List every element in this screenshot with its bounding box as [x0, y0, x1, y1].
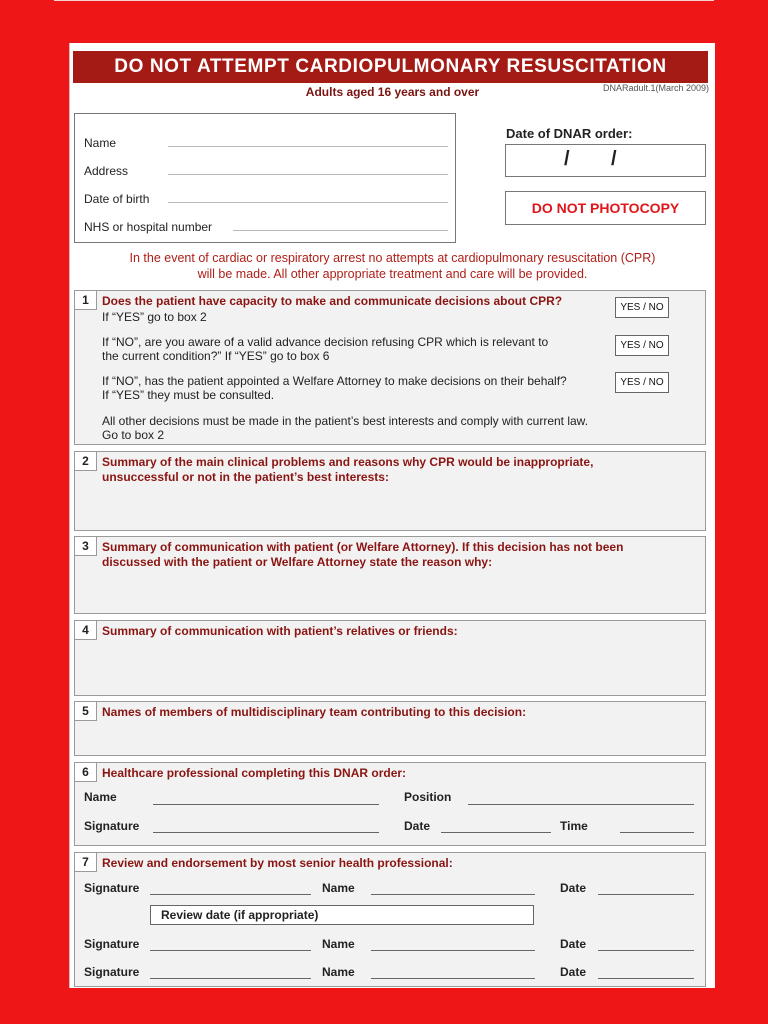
date-separator: /	[611, 148, 617, 170]
section-number: 7	[75, 853, 97, 872]
section-7-review-endorsement	[74, 852, 706, 987]
patient-details-box	[74, 113, 456, 243]
welfare-attorney-question: If “NO”, has the patient appointed a Welfare Attorney to make decisions on their behalf?	[102, 374, 567, 388]
section-number: 3	[75, 537, 97, 556]
name-label: Name	[322, 965, 355, 979]
section-number: 1	[75, 291, 97, 310]
professional-time-field[interactable]	[620, 832, 694, 833]
section-6-heading: Healthcare professional completing this DNAR order:	[102, 766, 407, 780]
professional-date-field[interactable]	[441, 832, 551, 833]
heading-line: Summary of the main clinical problems and reasons why CPR would be inappropriate,	[102, 455, 594, 469]
endorser-date-field[interactable]	[598, 978, 694, 979]
form-title: DO NOT ATTEMPT CARDIOPULMONARY RESUSCITATION	[73, 51, 708, 83]
signature-label: Signature	[84, 937, 140, 951]
heading-line: unsuccessful or not in the patient’s best interests:	[102, 470, 389, 484]
intro-line: will be made. All other appropriate treatment and care will be provided.	[197, 267, 588, 281]
professional-position-field[interactable]	[468, 804, 694, 805]
heading-line: Summary of communication with patient (or Welfare Attorney). If this decision has not been	[102, 540, 624, 554]
name-label: Name	[322, 881, 355, 895]
patient-name-field[interactable]	[168, 146, 448, 147]
patient-address-label: Address	[84, 164, 129, 178]
endorser-date-field[interactable]	[598, 894, 694, 895]
section-5-team-members[interactable]	[74, 701, 706, 756]
section-3-heading	[102, 540, 623, 570]
advance-decision-question: the current condition?” If “YES” go to box 6	[102, 349, 330, 363]
patient-dob-label: Date of birth	[84, 192, 150, 206]
dnar-form-sheet	[69, 43, 715, 988]
form-subtitle: Adults aged 16 years and over	[305, 85, 480, 99]
best-interests-note: Go to box 2	[102, 428, 165, 442]
advance-decision-yes-no-box[interactable]: YES / NO	[615, 335, 669, 356]
date-label: Date	[560, 965, 587, 979]
endorser-signature-field[interactable]	[150, 894, 311, 895]
section-2-heading	[102, 455, 593, 485]
date-label: Date	[404, 819, 431, 833]
patient-address-field[interactable]	[168, 174, 448, 175]
name-label: Name	[84, 790, 117, 804]
position-label: Position	[404, 790, 452, 804]
welfare-attorney-question: If “YES” they must be consulted.	[102, 388, 275, 402]
section-1-capacity	[74, 290, 706, 445]
section-1-question: Does the patient have capacity to make and communicate decisions about CPR?	[102, 294, 563, 308]
signature-label: Signature	[84, 965, 140, 979]
endorser-name-field[interactable]	[371, 978, 535, 979]
name-label: Name	[322, 937, 355, 951]
section-number: 6	[75, 763, 97, 782]
section-7-heading: Review and endorsement by most senior health professional:	[102, 856, 453, 870]
patient-name-label: Name	[84, 136, 117, 150]
section-1-note: If “YES” go to box 2	[102, 310, 207, 324]
section-3-patient-communication[interactable]	[74, 536, 706, 614]
capacity-yes-no-box[interactable]: YES / NO	[615, 297, 669, 318]
endorser-date-field[interactable]	[598, 950, 694, 951]
signature-label: Signature	[84, 881, 140, 895]
best-interests-note: All other decisions must be made in the patient’s best interests and comply with current law.	[102, 414, 589, 428]
heading-line: discussed with the patient or Welfare Attorney state the reason why:	[102, 555, 493, 569]
top-edge-line	[54, 0, 714, 1]
section-6-healthcare-professional	[74, 762, 706, 846]
review-date-field[interactable]: Review date (if appropriate)	[150, 905, 534, 925]
section-number: 4	[75, 621, 97, 640]
date-label: Date	[560, 881, 587, 895]
endorser-name-field[interactable]	[371, 950, 535, 951]
signature-label: Signature	[84, 819, 140, 833]
professional-name-field[interactable]	[153, 804, 379, 805]
date-label: Date	[560, 937, 587, 951]
endorser-name-field[interactable]	[371, 894, 535, 895]
section-4-relatives-communication[interactable]	[74, 620, 706, 696]
date-separator: /	[564, 148, 570, 170]
section-number: 2	[75, 452, 97, 471]
section-number: 5	[75, 702, 97, 721]
intro-statement	[70, 250, 715, 282]
endorser-signature-field[interactable]	[150, 978, 311, 979]
intro-line: In the event of cardiac or respiratory arrest no attempts at cardiopulmonary resuscitation (CPR)	[129, 251, 656, 265]
patient-nhs-field[interactable]	[233, 230, 448, 231]
do-not-photocopy-warning: DO NOT PHOTOCOPY	[505, 191, 706, 225]
form-reference: DNARadult.1(March 2009)	[602, 83, 709, 93]
advance-decision-question: If “NO”, are you aware of a valid advance decision refusing CPR which is relevant to	[102, 335, 549, 349]
dnar-date-label: Date of DNAR order:	[506, 126, 633, 141]
section-4-heading: Summary of communication with patient’s relatives or friends:	[102, 624, 458, 638]
endorser-signature-field[interactable]	[150, 950, 311, 951]
dnar-date-field[interactable]	[505, 144, 706, 177]
section-5-heading: Names of members of multidisciplinary team contributing to this decision:	[102, 705, 527, 719]
time-label: Time	[560, 819, 588, 833]
patient-dob-field[interactable]	[168, 202, 448, 203]
section-2-clinical-summary[interactable]	[74, 451, 706, 531]
professional-signature-field[interactable]	[153, 832, 379, 833]
patient-nhs-label: NHS or hospital number	[84, 220, 213, 234]
welfare-attorney-yes-no-box[interactable]: YES / NO	[615, 372, 669, 393]
